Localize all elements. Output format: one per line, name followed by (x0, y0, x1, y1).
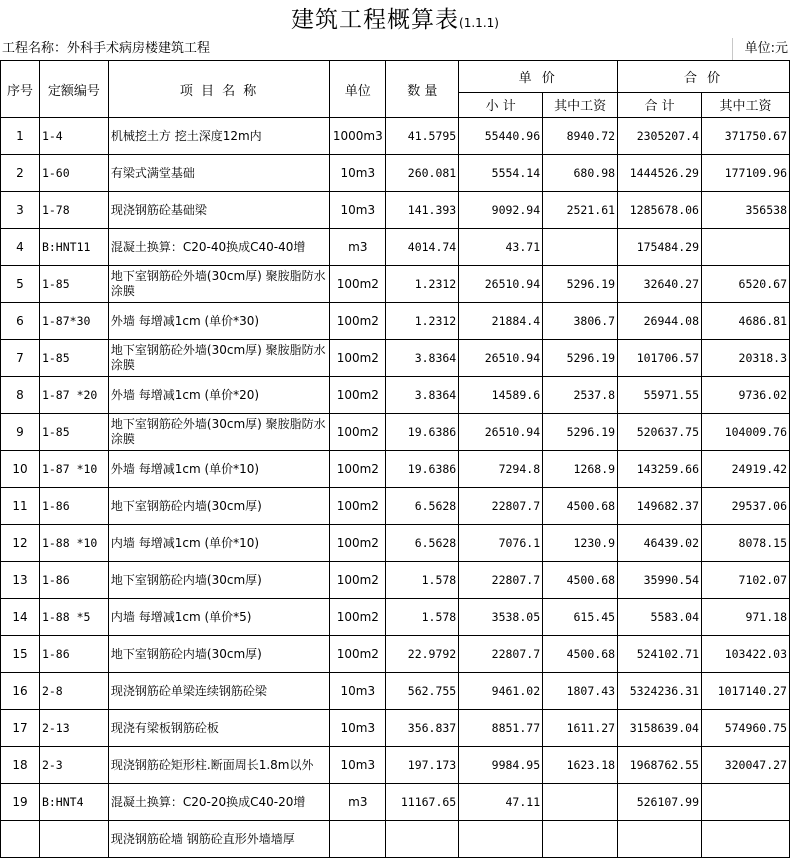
row-qty: 22.9792 (386, 636, 459, 673)
row-unit: m3 (330, 229, 386, 266)
row-name: 现浇钢筋砼单梁连续钢筋砼梁 (108, 673, 329, 710)
currency-unit: 单位:元 (744, 41, 788, 56)
row-code: 1-85 (39, 266, 108, 303)
row-price: 8851.77 (459, 710, 543, 747)
row-name: 内墙 每增减1cm (单价*10) (108, 525, 329, 562)
row-code: 1-87 *20 (39, 377, 108, 414)
row-unit: 100m2 (330, 303, 386, 340)
row-name: 现浇有梁板钢筋砼板 (108, 710, 329, 747)
row-unit: 10m3 (330, 673, 386, 710)
row-qty: 41.5795 (386, 118, 459, 155)
row-name: 地下室钢筋砼内墙(30cm厚) (108, 488, 329, 525)
row-unit: 10m3 (330, 747, 386, 784)
row-name: 地下室钢筋砼外墙(30cm厚) 聚胺脂防水涂膜 (108, 340, 329, 377)
row-code: 1-88 *10 (39, 525, 108, 562)
row-total: 149682.37 (618, 488, 702, 525)
row-code: 1-85 (39, 414, 108, 451)
info-divider (732, 38, 733, 60)
table-row (1, 747, 790, 784)
row-name: 外墙 每增减1cm (单价*10) (108, 451, 329, 488)
table-row (1, 599, 790, 636)
row-code: 2-3 (39, 747, 108, 784)
row-labor: 4500.68 (543, 562, 618, 599)
row-name: 地下室钢筋砼外墙(30cm厚) 聚胺脂防水涂膜 (108, 266, 329, 303)
row-unit: 100m2 (330, 562, 386, 599)
row-total: 524102.71 (618, 636, 702, 673)
row-unit: 100m2 (330, 525, 386, 562)
project-name: 工程名称：外科手术病房楼建筑工程 (2, 41, 211, 56)
table-row (1, 562, 790, 599)
title-code: (1.1.1) (459, 16, 499, 30)
table-row (1, 229, 790, 266)
table-row (1, 821, 790, 858)
row-seq: 2 (1, 155, 40, 192)
row-seq: 9 (1, 414, 40, 451)
row-price: 22807.7 (459, 488, 543, 525)
row-total-labor: 29537.06 (702, 488, 790, 525)
row-seq: 14 (1, 599, 40, 636)
row-unit: 100m2 (330, 377, 386, 414)
row-labor: 1807.43 (543, 673, 618, 710)
header-unit: 单位 (330, 61, 386, 118)
row-qty: 1.2312 (386, 303, 459, 340)
row-qty: 19.6386 (386, 414, 459, 451)
row-name: 有梁式满堂基础 (108, 155, 329, 192)
row-total-labor (702, 784, 790, 821)
table-body (1, 118, 790, 858)
row-total (618, 821, 702, 858)
row-labor: 5296.19 (543, 266, 618, 303)
table-row (1, 673, 790, 710)
row-price: 47.11 (459, 784, 543, 821)
row-qty: 3.8364 (386, 377, 459, 414)
row-seq: 6 (1, 303, 40, 340)
row-name: 现浇钢筋砼基础梁 (108, 192, 329, 229)
table-row (1, 118, 790, 155)
row-labor: 2537.8 (543, 377, 618, 414)
row-code: 1-86 (39, 636, 108, 673)
row-unit (330, 821, 386, 858)
row-labor: 1230.9 (543, 525, 618, 562)
row-total: 526107.99 (618, 784, 702, 821)
row-seq: 8 (1, 377, 40, 414)
row-name: 机械挖土方 挖土深度12m内 (108, 118, 329, 155)
row-seq: 7 (1, 340, 40, 377)
row-qty: 356.837 (386, 710, 459, 747)
row-seq: 18 (1, 747, 40, 784)
row-price: 9984.95 (459, 747, 543, 784)
row-seq (1, 821, 40, 858)
row-total-labor: 20318.3 (702, 340, 790, 377)
row-total: 5324236.31 (618, 673, 702, 710)
row-labor: 5296.19 (543, 414, 618, 451)
row-total-labor: 371750.67 (702, 118, 790, 155)
row-total: 2305207.4 (618, 118, 702, 155)
row-qty: 260.081 (386, 155, 459, 192)
header-unit-price: 单 价 (459, 61, 618, 93)
row-total: 32640.27 (618, 266, 702, 303)
row-total: 520637.75 (618, 414, 702, 451)
row-seq: 10 (1, 451, 40, 488)
row-name: 内墙 每增减1cm (单价*5) (108, 599, 329, 636)
row-seq: 19 (1, 784, 40, 821)
row-labor: 3806.7 (543, 303, 618, 340)
row-labor: 1611.27 (543, 710, 618, 747)
table-row (1, 377, 790, 414)
row-total-labor: 6520.67 (702, 266, 790, 303)
row-name: 混凝土换算：C20-20换成C40-20增 (108, 784, 329, 821)
row-unit: 1000m3 (330, 118, 386, 155)
row-total-labor: 177109.96 (702, 155, 790, 192)
row-name: 现浇钢筋砼矩形柱.断面周长1.8m以外 (108, 747, 329, 784)
row-unit: 10m3 (330, 155, 386, 192)
row-price: 7294.8 (459, 451, 543, 488)
header-total-price: 合 价 (618, 61, 790, 93)
table-row (1, 192, 790, 229)
row-name: 混凝土换算：C20-40换成C40-40增 (108, 229, 329, 266)
table-row (1, 784, 790, 821)
row-qty: 19.6386 (386, 451, 459, 488)
row-total-labor: 971.18 (702, 599, 790, 636)
row-total-labor: 574960.75 (702, 710, 790, 747)
row-total-labor: 356538 (702, 192, 790, 229)
row-qty: 4014.74 (386, 229, 459, 266)
header-code: 定额编号 (39, 61, 108, 118)
header-total: 合 计 (618, 92, 702, 117)
row-total: 35990.54 (618, 562, 702, 599)
row-code: 1-87*30 (39, 303, 108, 340)
row-code: 1-88 *5 (39, 599, 108, 636)
header-name: 项 目 名 称 (108, 61, 329, 118)
table-row (1, 155, 790, 192)
row-name: 外墙 每增减1cm (单价*20) (108, 377, 329, 414)
info-bar (0, 38, 790, 61)
table-row (1, 710, 790, 747)
row-name: 地下室钢筋砼外墙(30cm厚) 聚胺脂防水涂膜 (108, 414, 329, 451)
row-code: 1-4 (39, 118, 108, 155)
row-total: 101706.57 (618, 340, 702, 377)
row-price: 9092.94 (459, 192, 543, 229)
table-row (1, 266, 790, 303)
row-total-labor: 320047.27 (702, 747, 790, 784)
row-qty: 3.8364 (386, 340, 459, 377)
row-unit: m3 (330, 784, 386, 821)
row-code: 1-86 (39, 562, 108, 599)
row-total-labor: 103422.03 (702, 636, 790, 673)
row-name: 地下室钢筋砼内墙(30cm厚) (108, 562, 329, 599)
row-total-labor: 9736.02 (702, 377, 790, 414)
row-code: 2-8 (39, 673, 108, 710)
row-seq: 15 (1, 636, 40, 673)
row-labor (543, 784, 618, 821)
header-seq: 序号 (1, 61, 40, 118)
header-qty: 数 量 (386, 61, 459, 118)
row-seq: 16 (1, 673, 40, 710)
header-subtotal: 小 计 (459, 92, 543, 117)
row-labor: 615.45 (543, 599, 618, 636)
row-seq: 4 (1, 229, 40, 266)
row-labor (543, 229, 618, 266)
row-labor: 680.98 (543, 155, 618, 192)
row-price: 22807.7 (459, 562, 543, 599)
row-price: 3538.05 (459, 599, 543, 636)
table-row (1, 636, 790, 673)
row-code: 1-60 (39, 155, 108, 192)
row-seq: 3 (1, 192, 40, 229)
estimate-table (0, 60, 790, 858)
table-row (1, 303, 790, 340)
row-total: 46439.02 (618, 525, 702, 562)
row-unit: 100m2 (330, 488, 386, 525)
row-total-labor: 1017140.27 (702, 673, 790, 710)
row-total: 3158639.04 (618, 710, 702, 747)
row-code (39, 821, 108, 858)
row-price: 21884.4 (459, 303, 543, 340)
row-price: 14589.6 (459, 377, 543, 414)
row-qty: 1.2312 (386, 266, 459, 303)
row-price: 26510.94 (459, 340, 543, 377)
row-code: 2-13 (39, 710, 108, 747)
row-name: 现浇钢筋砼墙 钢筋砼直形外墙墙厚 (108, 821, 329, 858)
row-qty: 141.393 (386, 192, 459, 229)
row-labor: 4500.68 (543, 488, 618, 525)
row-total-labor (702, 821, 790, 858)
header-labor: 其中工资 (543, 92, 618, 117)
row-total: 143259.66 (618, 451, 702, 488)
row-total: 55971.55 (618, 377, 702, 414)
row-price: 7076.1 (459, 525, 543, 562)
row-qty: 562.755 (386, 673, 459, 710)
row-total: 5583.04 (618, 599, 702, 636)
row-price: 5554.14 (459, 155, 543, 192)
row-unit: 100m2 (330, 340, 386, 377)
table-row (1, 488, 790, 525)
row-labor: 1623.18 (543, 747, 618, 784)
table-row (1, 414, 790, 451)
row-qty: 6.5628 (386, 488, 459, 525)
row-unit: 100m2 (330, 451, 386, 488)
row-total-labor: 104009.76 (702, 414, 790, 451)
header-total-labor: 其中工资 (702, 92, 790, 117)
row-total: 1968762.55 (618, 747, 702, 784)
row-labor (543, 821, 618, 858)
row-qty: 6.5628 (386, 525, 459, 562)
row-code: B:HNT4 (39, 784, 108, 821)
row-code: B:HNT11 (39, 229, 108, 266)
row-labor: 1268.9 (543, 451, 618, 488)
row-seq: 12 (1, 525, 40, 562)
row-total-labor: 8078.15 (702, 525, 790, 562)
row-code: 1-85 (39, 340, 108, 377)
row-total-labor (702, 229, 790, 266)
row-qty: 197.173 (386, 747, 459, 784)
row-seq: 11 (1, 488, 40, 525)
row-name: 外墙 每增减1cm (单价*30) (108, 303, 329, 340)
row-price: 22807.7 (459, 636, 543, 673)
table-row (1, 451, 790, 488)
row-seq: 1 (1, 118, 40, 155)
row-price: 9461.02 (459, 673, 543, 710)
row-labor: 8940.72 (543, 118, 618, 155)
row-qty: 1.578 (386, 562, 459, 599)
row-total: 26944.08 (618, 303, 702, 340)
row-unit: 10m3 (330, 192, 386, 229)
row-labor: 5296.19 (543, 340, 618, 377)
row-unit: 100m2 (330, 636, 386, 673)
row-price: 43.71 (459, 229, 543, 266)
row-seq: 17 (1, 710, 40, 747)
table-row (1, 340, 790, 377)
row-unit: 100m2 (330, 414, 386, 451)
row-total: 1285678.06 (618, 192, 702, 229)
row-price: 55440.96 (459, 118, 543, 155)
row-price: 26510.94 (459, 414, 543, 451)
row-total-labor: 7102.07 (702, 562, 790, 599)
row-code: 1-78 (39, 192, 108, 229)
row-seq: 13 (1, 562, 40, 599)
row-labor: 4500.68 (543, 636, 618, 673)
row-unit: 100m2 (330, 266, 386, 303)
row-qty: 1.578 (386, 599, 459, 636)
row-code: 1-86 (39, 488, 108, 525)
row-labor: 2521.61 (543, 192, 618, 229)
table-title (0, 0, 790, 38)
row-seq: 5 (1, 266, 40, 303)
table-row (1, 525, 790, 562)
row-qty (386, 821, 459, 858)
row-total-labor: 24919.42 (702, 451, 790, 488)
row-total-labor: 4686.81 (702, 303, 790, 340)
row-unit: 10m3 (330, 710, 386, 747)
title-text: 建筑工程概算表 (291, 7, 460, 33)
row-unit: 100m2 (330, 599, 386, 636)
row-qty: 11167.65 (386, 784, 459, 821)
row-name: 地下室钢筋砼内墙(30cm厚) (108, 636, 329, 673)
row-total: 175484.29 (618, 229, 702, 266)
row-price (459, 821, 543, 858)
row-total: 1444526.29 (618, 155, 702, 192)
row-price: 26510.94 (459, 266, 543, 303)
row-code: 1-87 *10 (39, 451, 108, 488)
